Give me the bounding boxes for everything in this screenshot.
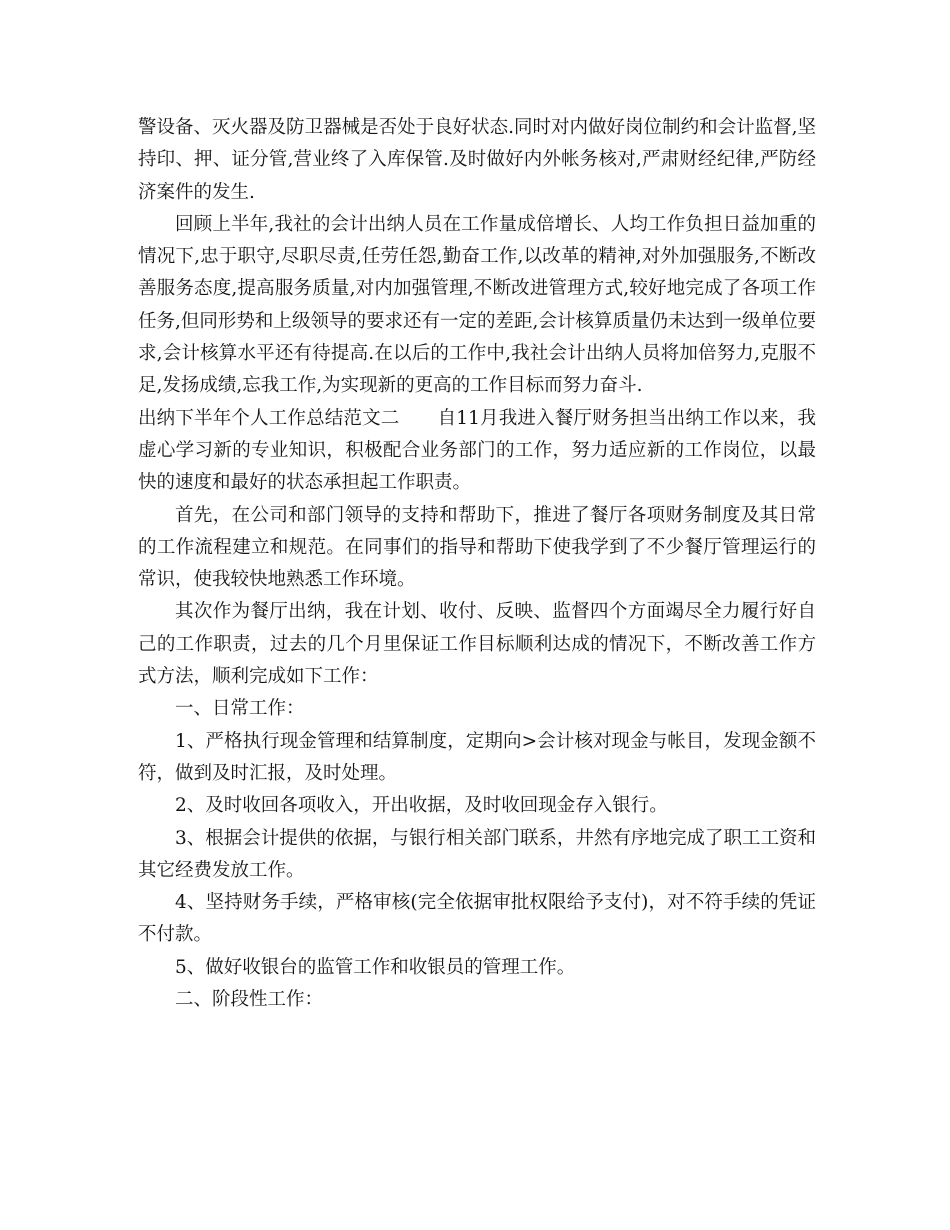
document-body bbox=[138, 112, 816, 1016]
list-item-4: 4、坚持财务手续，严格审核(完全依据审批权限给予支付)，对不符手续的凭证不付款。 bbox=[138, 892, 816, 946]
list-item-5: 5、做好收银台的监管工作和收银员的管理工作。 bbox=[175, 956, 576, 978]
paragraph-section-two bbox=[138, 403, 816, 500]
heading-periodic-work: 二、阶段性工作： bbox=[175, 989, 324, 1011]
list-item-3: 3、根据会计提供的依据，与银行相关部门联系，井然有序地完成了职工工资和其它经费发放工作。 bbox=[138, 827, 816, 881]
section-two-heading: 出纳下半年个人工作总结范文二 bbox=[138, 407, 400, 429]
list-item-2: 2、及时收回各项收入，开出收据，及时收回现金存入银行。 bbox=[175, 795, 668, 817]
paragraph-review: 回顾上半年,我社的会计出纳人员在工作量成倍增长、人均工作负担日益加重的情况下,忠于职守,尽职尽责,任劳任怨,勤奋工作,以改革的精神,对外加强服务,不断改善服务态度,提高服务质量,对内加强管理,不断改进管理方式,较好地完成了各项工作任务,但同形势和上级领导的要求还有一定的差距,会计核算质量仍未达到一级单位要求,会计核算水平还有待提高.在以后的工作中,我社会计出纳人员将加倍努力,克服不足,发扬成绩,忘我工作,为实现新的更高的工作目标而努力奋斗. bbox=[138, 213, 816, 397]
section-two-first-text: 自11月我进入餐厅财务担当出纳工作以来，我虚心学习新的专业知识，积极配合业务部门的工作，努力适应新的工作岗位，以最快的速度和最好的状态承担起工作职责。 bbox=[138, 407, 816, 494]
heading-daily-work: 一、日常工作： bbox=[175, 698, 305, 720]
paragraph-second: 其次作为餐厅出纳，我在计划、收付、反映、监督四个方面竭尽全力履行好自己的工作职责，过去的几个月里保证工作目标顺利达成的情况下，不断改善工作方式方法，顺利完成如下工作： bbox=[138, 601, 816, 688]
list-item-1: 1、严格执行现金管理和结算制度，定期向>会计核对现金与帐目，发现金额不符，做到及时汇报，及时处理。 bbox=[138, 730, 816, 784]
paragraph-continuation: 警设备、灭火器及防卫器械是否处于良好状态.同时对内做好岗位制约和会计监督,坚持印、押、证分管,营业终了入库保管.及时做好内外帐务核对,严肃财经纪律,严防经济案件的发生. bbox=[138, 117, 816, 203]
paragraph-first: 首先，在公司和部门领导的支持和帮助下，推进了餐厅各项财务制度及其日常的工作流程建立和规范。在同事们的指导和帮助下使我学到了不少餐厅管理运行的常识，使我较快地熟悉工作环境。 bbox=[138, 504, 816, 591]
